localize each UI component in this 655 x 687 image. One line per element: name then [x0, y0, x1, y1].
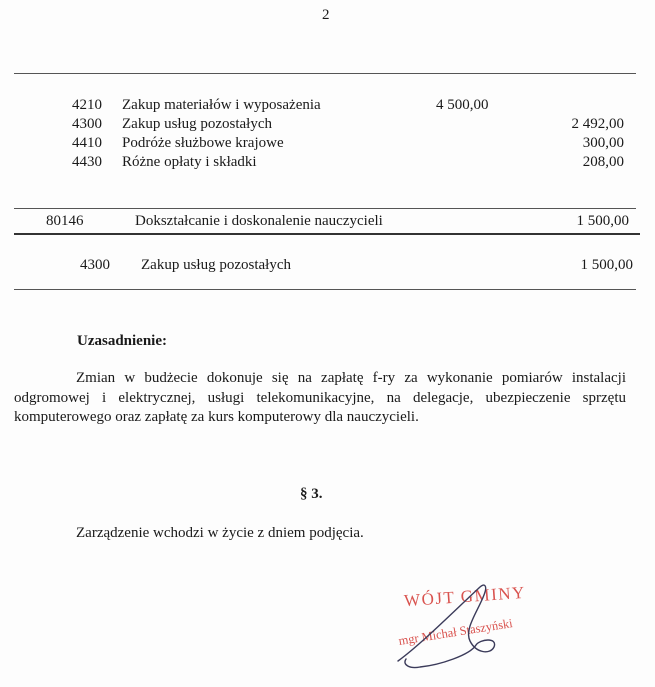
item-name: Zakup materiałów i wyposażenia: [122, 97, 321, 113]
stamp-title: WÓJT GMINY: [403, 582, 527, 611]
item-amount: 1 500,00: [580, 257, 633, 273]
section-3-heading: § 3.: [300, 486, 323, 502]
section-code: 80146: [46, 213, 84, 229]
item-code: 4430: [72, 154, 102, 170]
item-name: Różne opłaty i składki: [122, 154, 257, 170]
item-code: 4300: [80, 257, 110, 273]
divider-top: [14, 73, 636, 74]
item-name: Podróże służbowe krajowe: [122, 135, 284, 151]
section-3-body: Zarządzenie wchodzi w życie z dniem podjęcia.: [76, 525, 364, 541]
item-amount-minus: 208,00: [582, 154, 624, 170]
justification-body: Zmian w budżecie dokonuje się na zapłatę f-ry za wykonanie pomiarów instalacji odgromowej i elektrycznej, usługi telekomunikacyjne, na delegacje, ubezpieczenie sprzętu komputerowego oraz zapłatę za kurs komputerowy dla nauczycieli.: [14, 370, 626, 425]
item-code: 4210: [72, 97, 102, 113]
item-amount-minus: 2 492,00: [571, 116, 624, 132]
divider-table-end: [14, 289, 636, 290]
item-amount-minus: 300,00: [582, 135, 624, 151]
section-name: Dokształcanie i doskonalenie nauczycieli: [135, 213, 383, 229]
item-amount-plus: 4 500,00: [436, 97, 489, 113]
item-name: Zakup usług pozostałych: [122, 116, 272, 132]
page-number: 2: [322, 7, 330, 23]
signature-stamp: [380, 575, 580, 675]
stamp-name: mgr Michał Staszyński: [397, 616, 514, 648]
item-name: Zakup usług pozostałych: [141, 257, 291, 273]
justification-heading: Uzasadnienie:: [77, 333, 167, 349]
item-code: 4300: [72, 116, 102, 132]
section-amount: 1 500,00: [576, 213, 629, 229]
divider-section-bottom: [14, 233, 640, 235]
divider-section-top: [14, 208, 636, 209]
handwritten-signature: [380, 575, 580, 675]
item-code: 4410: [72, 135, 102, 151]
